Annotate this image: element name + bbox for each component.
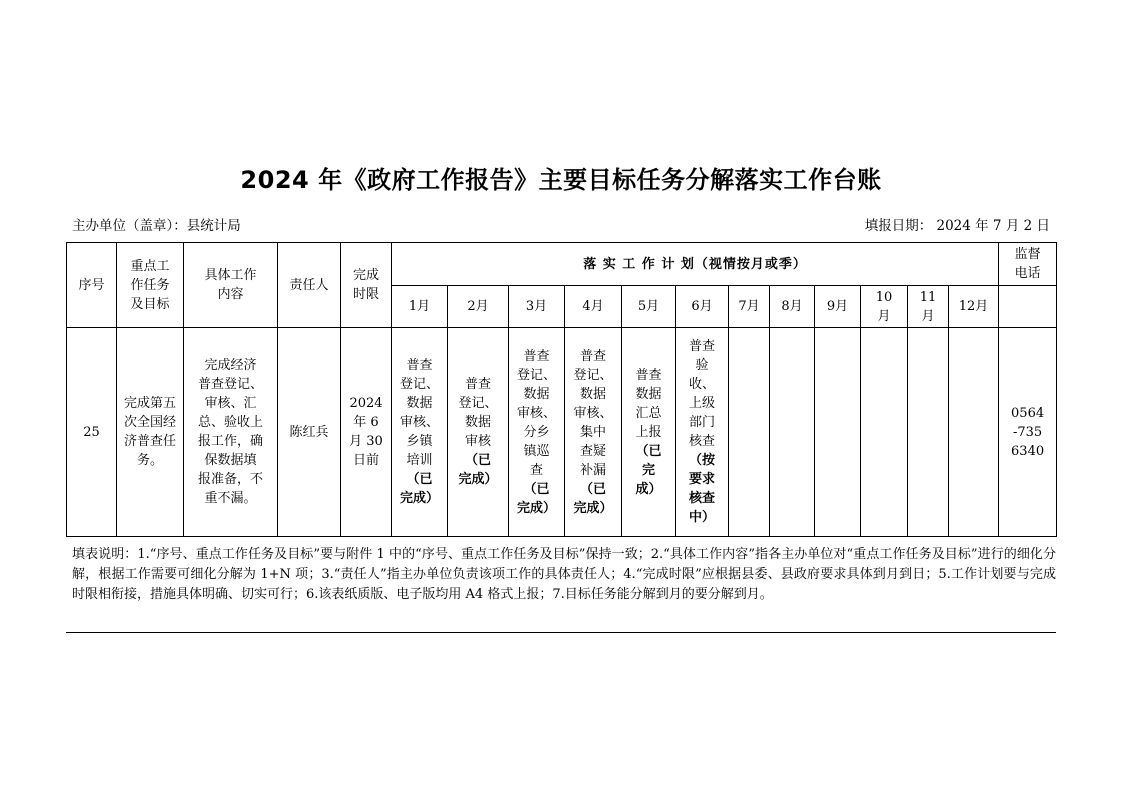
cell-text-line: 电话 bbox=[1014, 266, 1041, 281]
plan-status-line: 核查 bbox=[688, 491, 715, 506]
cell-text-line: 序号 bbox=[78, 277, 105, 293]
header-plan: 落 实 工 作 计 划（视情按月或季） bbox=[392, 243, 999, 286]
task-ledger-table bbox=[66, 242, 1057, 537]
cell-text-line: 时限 bbox=[352, 287, 379, 302]
header-month-10 bbox=[861, 286, 908, 328]
plan-text-line: 部门 bbox=[688, 415, 715, 430]
cell-text-line: 总、验收上 bbox=[197, 415, 263, 430]
row-deadline bbox=[341, 328, 392, 537]
cell-text-line: 6340 bbox=[1011, 443, 1045, 459]
cell-text-line: 月 30 bbox=[349, 434, 383, 449]
row-month-10 bbox=[861, 328, 908, 537]
plan-text-line: 登记、 bbox=[399, 377, 439, 392]
plan-text-line: 培训 bbox=[406, 453, 433, 468]
plan-text-line: 审核、 bbox=[573, 405, 613, 421]
plan-text-line: 普查 bbox=[406, 358, 433, 373]
plan-status-line: 完 bbox=[641, 462, 655, 478]
plan-text-line: 数据 bbox=[635, 386, 662, 402]
cell-text-line: 具体工作 bbox=[204, 268, 257, 283]
cell-text-line: 年 6 bbox=[353, 415, 379, 430]
plan-status-line: 成） bbox=[635, 481, 662, 497]
row-month-9 bbox=[815, 328, 861, 537]
row-content bbox=[184, 328, 278, 537]
row-month-3 bbox=[509, 328, 565, 537]
plan-text-line: 审核、 bbox=[516, 405, 556, 421]
header-month-1 bbox=[392, 286, 448, 328]
cell-text-line: 重不漏。 bbox=[204, 491, 257, 506]
plan-text-line: 审核、 bbox=[399, 415, 439, 430]
cell-text-line: 5月 bbox=[637, 299, 660, 314]
plan-text-line: 查疑 bbox=[579, 443, 606, 459]
cell-text-line: 6月 bbox=[691, 299, 713, 314]
row-month-4 bbox=[565, 328, 622, 537]
header-month-2 bbox=[448, 286, 509, 328]
plan-text-line: 普查 bbox=[579, 348, 606, 364]
plan-text-line: 数据 bbox=[523, 386, 550, 402]
plan-text-line: 乡镇 bbox=[406, 434, 433, 449]
plan-status-line: 完成） bbox=[399, 491, 439, 506]
header-month-12 bbox=[949, 286, 999, 328]
header-deadline bbox=[341, 243, 392, 328]
plan-status-line: 完成） bbox=[573, 500, 613, 516]
organizer-label: 主办单位（盖章）：县统计局 bbox=[72, 218, 241, 234]
cell-text-line: 11 bbox=[919, 289, 937, 305]
cell-text-line: 9月 bbox=[826, 299, 849, 314]
plan-text-line: 登记、 bbox=[516, 367, 556, 383]
cell-text-line: 2月 bbox=[467, 299, 489, 314]
header-month-5 bbox=[622, 286, 676, 328]
page-title: 2024 年《政府工作报告》主要目标任务分解落实工作台账 bbox=[240, 166, 882, 194]
row-month-12 bbox=[949, 328, 999, 537]
header-task bbox=[117, 243, 184, 328]
row-month-8 bbox=[770, 328, 815, 537]
cell-text-line: 监督 bbox=[1014, 247, 1041, 262]
plan-text-line: 普查 bbox=[688, 339, 715, 354]
cell-text-line: 报准备，不 bbox=[197, 472, 263, 487]
plan-text-line: 登记、 bbox=[458, 396, 498, 411]
cell-text-line: 1月 bbox=[408, 299, 431, 314]
cell-text-line: 责任人 bbox=[289, 277, 329, 293]
cell-text-line: 普查登记、 bbox=[197, 377, 263, 392]
plan-status-line: （已 bbox=[523, 481, 550, 497]
plan-text-line: 普查 bbox=[523, 348, 550, 364]
cell-text-line: 3月 bbox=[525, 299, 548, 314]
header-seq bbox=[67, 243, 117, 328]
plan-status-line: 完成） bbox=[458, 472, 498, 487]
row-month-11 bbox=[908, 328, 949, 537]
plan-text-line: 核查 bbox=[688, 434, 715, 449]
cell-text-line: 次全国经 bbox=[123, 415, 176, 430]
plan-text-line: 普查 bbox=[635, 367, 662, 383]
cell-text-line: 及目标 bbox=[130, 296, 170, 312]
header-month-9 bbox=[815, 286, 861, 328]
cell-text-line: 内容 bbox=[217, 287, 244, 302]
plan-status-line: （按 bbox=[688, 453, 715, 468]
header-month-3 bbox=[509, 286, 565, 328]
row-task bbox=[117, 328, 184, 537]
cell-text-line: 务。 bbox=[136, 453, 163, 468]
plan-status-line: （已 bbox=[406, 472, 433, 487]
header-phone bbox=[999, 243, 1057, 286]
cell-text-line: 月 bbox=[877, 308, 891, 324]
row-month-7 bbox=[729, 328, 770, 537]
plan-text-line: 普查 bbox=[464, 377, 491, 392]
cell-text-line: -735 bbox=[1012, 424, 1043, 440]
cell-text-line: 完成经济 bbox=[204, 358, 257, 373]
fill-date-label: 填报日期： 2024 年 7 月 2 日 bbox=[864, 218, 1050, 234]
cell-text-line: 7月 bbox=[738, 299, 760, 314]
cell-text-line: 保数据填 bbox=[204, 453, 257, 468]
cell-text-line: 作任务 bbox=[130, 277, 170, 293]
header-month-8 bbox=[770, 286, 815, 328]
header-phone-blank bbox=[999, 286, 1057, 328]
header-month-4 bbox=[565, 286, 622, 328]
cell-text-line: 月 bbox=[921, 308, 935, 324]
plan-status-line: （已 bbox=[579, 481, 606, 497]
cell-text-line: 日前 bbox=[352, 453, 379, 468]
header-month-6 bbox=[676, 286, 729, 328]
plan-text-line: 收、 bbox=[688, 377, 715, 392]
header-owner bbox=[278, 243, 341, 328]
cell-text-line: 10 bbox=[875, 289, 893, 305]
plan-status-line: 要求 bbox=[688, 472, 715, 487]
row-seq: 25 bbox=[67, 328, 117, 537]
header-content bbox=[184, 243, 278, 328]
table-row bbox=[67, 328, 1057, 537]
plan-text-line: 数据 bbox=[464, 415, 491, 430]
plan-text-line: 补漏 bbox=[579, 462, 606, 478]
plan-status-line: （已 bbox=[464, 453, 491, 468]
plan-text-line: 查 bbox=[529, 462, 543, 478]
cell-text-line: 12月 bbox=[958, 299, 989, 314]
header-row-1 bbox=[67, 243, 1057, 286]
cell-text-line: 2024 bbox=[349, 396, 383, 411]
row-month-1 bbox=[392, 328, 448, 537]
cell-text-line: 重点工 bbox=[130, 258, 170, 274]
header-month-11 bbox=[908, 286, 949, 328]
header-month-7 bbox=[729, 286, 770, 328]
plan-status-line: 中） bbox=[688, 510, 715, 525]
cell-text-line: 0564 bbox=[1011, 405, 1045, 421]
row-phone bbox=[999, 328, 1057, 537]
plan-text-line: 数据 bbox=[406, 396, 433, 411]
row-month-5 bbox=[622, 328, 676, 537]
cell-text-line: 完成 bbox=[352, 268, 379, 283]
row-month-2 bbox=[448, 328, 509, 537]
plan-text-line: 上报 bbox=[635, 424, 662, 440]
plan-status-line: 完成） bbox=[516, 500, 556, 516]
plan-text-line: 汇总 bbox=[635, 405, 662, 421]
cell-text-line: 4月 bbox=[582, 299, 604, 314]
cell-text-line: 审核、汇 bbox=[204, 396, 257, 411]
plan-text-line: 审核 bbox=[464, 434, 491, 449]
cell-text-line: 济普查任 bbox=[123, 434, 176, 449]
plan-text-line: 验 bbox=[695, 358, 709, 373]
plan-text-line: 集中 bbox=[579, 424, 606, 440]
bottom-divider bbox=[66, 632, 1056, 633]
plan-text-line: 登记、 bbox=[573, 367, 613, 383]
plan-text-line: 数据 bbox=[579, 386, 606, 402]
plan-text-line: 镇巡 bbox=[523, 443, 550, 459]
cell-text-line: 8月 bbox=[781, 299, 803, 314]
plan-text-line: 上级 bbox=[688, 396, 715, 411]
fill-instructions: 填表说明：1.“序号、重点工作任务及目标”要与附件 1 中的“序号、重点工作任务及目标”保持一致；2.“具体工作内容”指各主办单位对“重点工作任务及目标”进行的细化分解，根据工作需要可细化分解为 1+N 项；3.“责任人”指主办单位负责该项工作的具体责任人；4.“完成时限”应根据县委、县政府要求具体到月到日；5.工作计划要与完成时限相衔接，措施具体明确、切实可行；6.该表纸质版、电子版均用 A4 格式上报；7.目标任务能分解到月的要分解到月。 bbox=[72, 547, 1056, 602]
plan-text-line: 分乡 bbox=[523, 424, 550, 440]
cell-text-line: 完成第五 bbox=[123, 396, 176, 411]
row-owner: 陈红兵 bbox=[278, 328, 341, 537]
plan-status-line: （已 bbox=[635, 443, 662, 459]
cell-text-line: 报工作，确 bbox=[197, 434, 263, 449]
row-month-6 bbox=[676, 328, 729, 537]
